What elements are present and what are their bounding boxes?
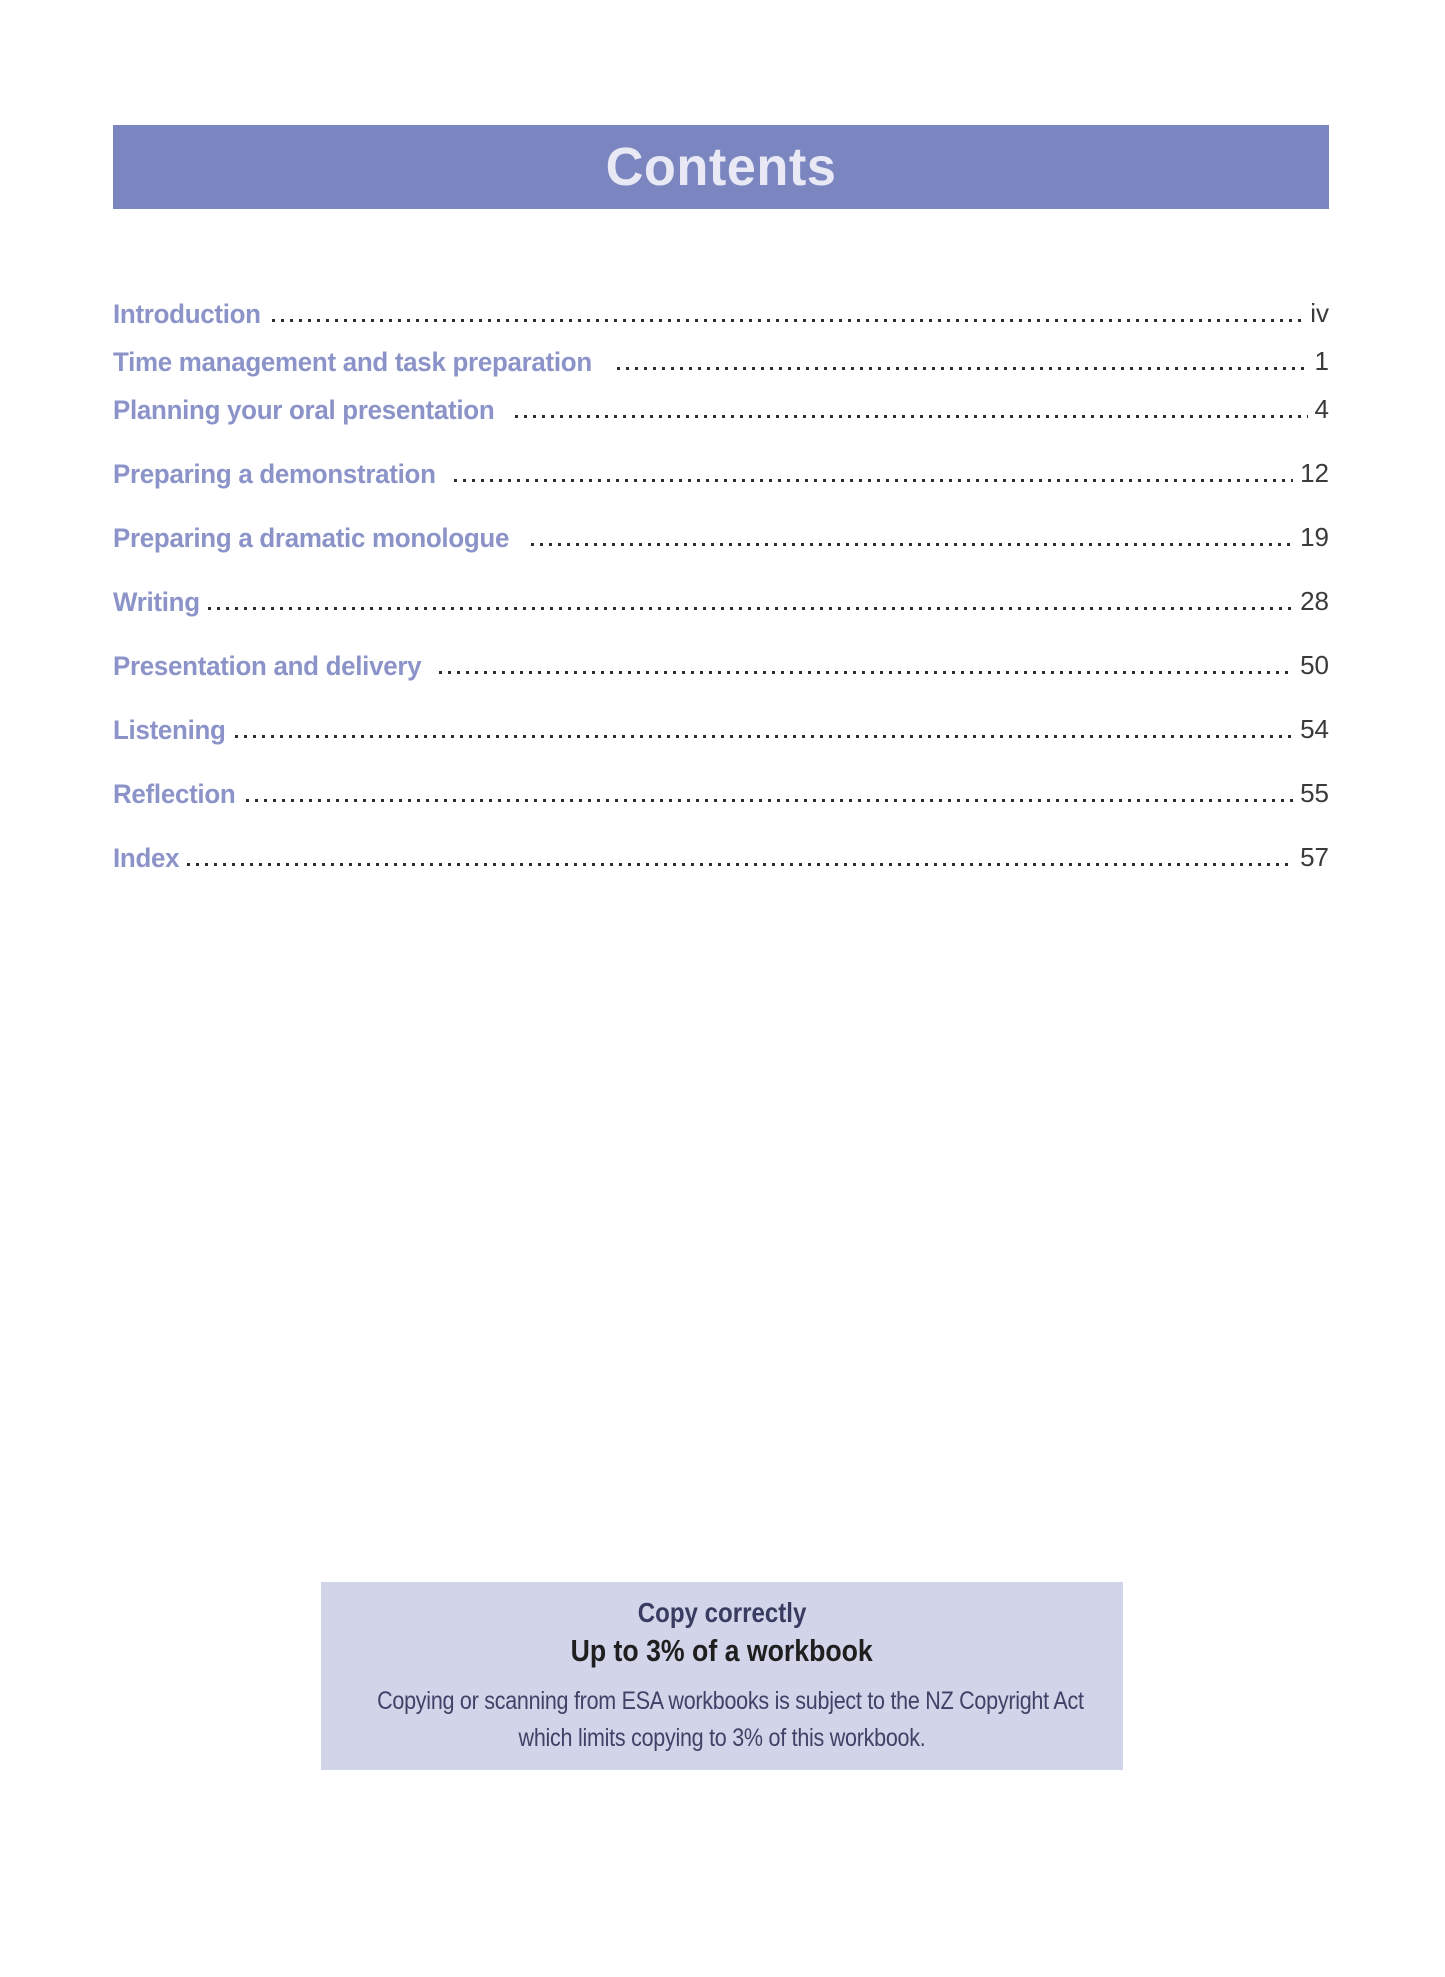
toc-entry-title: Writing xyxy=(113,587,200,617)
toc-entry-title: Presentation and delivery xyxy=(113,651,422,681)
toc-entry-title: Reflection xyxy=(113,779,236,809)
toc-leader-dots xyxy=(235,735,1293,738)
toc-row xyxy=(113,520,1329,554)
toc-entry-title: Index xyxy=(113,843,180,873)
toc-leader-dots xyxy=(515,415,1307,418)
toc-leader-dots xyxy=(454,479,1293,482)
notice-body-line1: Copying or scanning from ESA workbooks is subject to the NZ Copyright Act xyxy=(377,1687,1084,1715)
notice-heading xyxy=(321,1595,1123,1630)
toc-entry-title: Preparing a demonstration xyxy=(113,459,436,489)
toc-row xyxy=(113,392,1329,426)
notice-body-line2: which limits copying to 3% of this workbook. xyxy=(518,1724,926,1752)
toc-page-number: 28 xyxy=(1300,586,1329,616)
toc-page-number: 12 xyxy=(1300,458,1329,488)
toc-page-number: 55 xyxy=(1300,778,1329,808)
toc-page-number: 50 xyxy=(1300,650,1329,680)
toc-leader-dots xyxy=(246,799,1294,802)
toc-entry-title: Preparing a dramatic monologue xyxy=(113,523,510,553)
toc-row xyxy=(113,776,1329,810)
toc-entry-title: Listening xyxy=(113,715,226,745)
toc-row xyxy=(113,840,1329,874)
toc-page-number: 54 xyxy=(1300,714,1329,744)
contents-header-bar xyxy=(113,125,1329,209)
toc-leader-dots xyxy=(187,863,1293,866)
toc-entry-title: Introduction xyxy=(113,299,261,329)
notice-body xyxy=(321,1683,1123,1757)
toc-entry-title: Planning your oral presentation xyxy=(113,395,495,425)
toc-leader-dots xyxy=(531,543,1293,546)
toc-page-number: 4 xyxy=(1314,394,1329,424)
toc-row xyxy=(113,712,1329,746)
page-title: Contents xyxy=(605,137,837,197)
toc-page-number: iv xyxy=(1310,298,1329,328)
toc-page-number: 57 xyxy=(1300,842,1329,872)
notice-heading-text: Copy correctly xyxy=(637,1597,807,1628)
copyright-notice-box xyxy=(321,1582,1123,1770)
toc-leader-dots xyxy=(439,671,1293,674)
toc-leader-dots xyxy=(617,367,1308,370)
toc-leader-dots xyxy=(208,607,1293,610)
toc-list xyxy=(113,296,1329,904)
toc-page-number: 1 xyxy=(1314,346,1329,376)
toc-row xyxy=(113,584,1329,618)
toc-entry-title: Time management and task preparation xyxy=(113,347,592,377)
toc-page-number: 19 xyxy=(1300,522,1329,552)
toc-leader-dots xyxy=(272,319,1303,322)
notice-subheading xyxy=(321,1630,1123,1671)
toc-row xyxy=(113,296,1329,330)
toc-row xyxy=(113,456,1329,490)
toc-row xyxy=(113,344,1329,378)
notice-subheading-text: Up to 3% of a workbook xyxy=(570,1633,874,1668)
toc-row xyxy=(113,648,1329,682)
